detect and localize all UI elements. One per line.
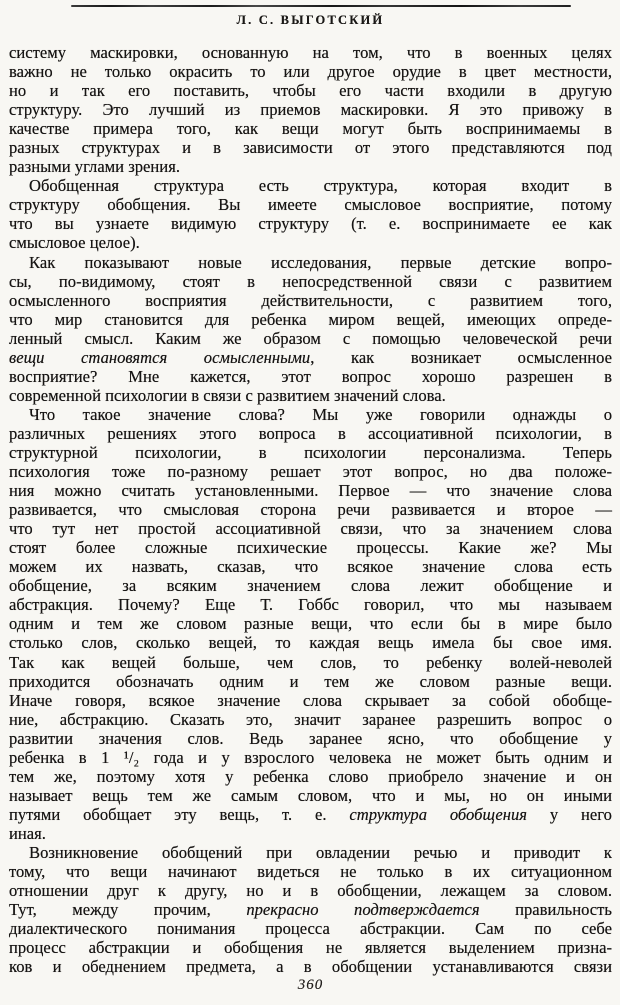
text-line: обобщение, за всяким значением слова лежит обобщение и (9, 576, 612, 596)
text-line: современной психологии в связи с развитием значений слова. (9, 385, 446, 405)
text-line: ков и обеднением предмета, а в обобщении устанавливаются связи (9, 957, 612, 977)
text-line: качестве примера того, как вещи могут быть воспринимаемы в (9, 119, 612, 139)
paragraph (9, 843, 612, 976)
text-line: разными углами зрения. (9, 157, 180, 177)
text-line: можем их назвать, сказав, что всякое значение слова есть (9, 557, 612, 577)
text-line: Возникновение обобщений при овладении речью и приводит к (29, 842, 612, 862)
text-segment: , как возникает осмысленное (310, 347, 612, 367)
text-line: приходится обозначать одним и тем же словом разные вещи. (9, 671, 612, 691)
paragraph (9, 176, 612, 252)
text-line: восприятие? Мне кажется, этот вопрос хорошо разрешен в (9, 366, 612, 386)
text-line: называет вещь тем же самым словом, что и мы, но он иными (9, 785, 612, 805)
paragraph (9, 43, 612, 176)
text-line: одним и тем же словом разные вещи, что если бы в мире было (9, 614, 612, 634)
header-rule (71, 5, 571, 7)
text-line (9, 805, 612, 824)
text-line: смысловое целое). (9, 233, 140, 253)
text-line: что вы узнаете видимую структуру (т. е. воспринимаете ее как (9, 214, 612, 234)
text-line: Что такое значение слова? Мы уже говорили однажды о (29, 404, 612, 424)
text-line: ние, абстракцию. Сказать это, значит заранее разрешить вопрос о (9, 709, 612, 729)
text-line: различных решениях этого вопроса в ассоциативной психологии, в (9, 423, 612, 443)
text-block (9, 43, 612, 976)
text-line: ребенка в 1 ¹/₂ года и у взрослого человека не может быть одним и (9, 747, 612, 767)
text-line: что тут нет простой ассоциативной связи, что за значением слова (9, 519, 612, 539)
text-line: важно не только окрасить то или другое орудие в цвет местности, (9, 62, 612, 82)
text-segment: правильность (479, 900, 612, 920)
text-line: разных структурах и в зависимости от этого представляются под (9, 138, 612, 158)
text-line: столько слов, сколько вещей, то каждая вещь имела бы свое имя. (9, 633, 612, 653)
text-line: что мир становится для ребенка миром вещей, имеющих опреде- (9, 309, 612, 329)
text-line: тем же, поэтому хотя у ребенка слово приобрело значение и он (9, 766, 612, 786)
text-line: Как показывают новые исследования, первые детские вопро- (29, 252, 612, 272)
text-line: диалектического понимания процесса абстракции. Сам по себе (9, 919, 612, 939)
page-number: 360 (297, 977, 324, 993)
text-line: систему маскировки, основанную на том, что в военных целях (9, 43, 612, 62)
running-head-author: Л. С. ВЫГОТСКИЙ (236, 13, 385, 27)
text-line: абстракция. Почему? Еще Т. Гоббс говорил, что мы называем (9, 595, 612, 615)
text-line: ния можно считать установленными. Первое — что значение слова (9, 481, 612, 501)
text-line: процесс абстракции и обобщения не является выделением призна- (9, 938, 612, 958)
text-line (9, 900, 612, 919)
emphasized-text: прекрасно подтверждается (246, 900, 480, 920)
text-segment: у него (527, 804, 612, 824)
paragraph (9, 405, 612, 843)
text-line: Обобщенная структура есть структура, которая входит в (29, 176, 612, 196)
text-line: структуру. Это лучший из приемов маскировки. Я это привожу в (9, 100, 612, 120)
text-line: стоят более сложные психические процессы. Какие же? Мы (9, 538, 612, 558)
text-line: отношении друг к другу, но и в обобщении, лежащем за словом. (9, 881, 612, 901)
emphasized-text: вещи становятся осмысленными (9, 347, 311, 367)
text-line: структуру обобщения. Вы имеете смысловое восприятие, потому (9, 195, 612, 215)
text-line: но и так его поставить, чтобы его части входили в другую (9, 81, 612, 101)
text-segment: Тут, между прочим, (9, 900, 247, 920)
text-segment: путями обобщает эту вещь, т. е. (9, 804, 350, 824)
text-line: Иначе говоря, всякое значение слова скрывает за собой обобще- (9, 690, 612, 710)
paragraph (9, 253, 612, 405)
text-line: структурной психологии, в психологии персонализма. Теперь (9, 442, 612, 462)
text-line: развитии значения слов. Ведь заранее ясно, что обобщение у (9, 728, 612, 748)
text-line: ленный смысл. Каким же образом с помощью человеческой речи (9, 328, 612, 348)
text-line: Так как вещей больше, чем слов, то ребенку волей-неволей (9, 652, 612, 672)
text-line: осмысленного восприятия действительности, с развитием того, (9, 290, 612, 310)
text-line: сы, по-видимому, стоят в непосредственной связи с развитием (9, 271, 612, 291)
text-line: развивается, что смысловая сторона речи развивается и второе — (9, 500, 612, 520)
emphasized-text: структура обобщения (349, 804, 528, 824)
text-line: психология тоже по-разному решает этот вопрос, но два положе- (9, 462, 612, 482)
text-line (9, 348, 612, 367)
text-line: иная. (9, 823, 46, 843)
text-line: тому, что вещи начинают видеться не только в их ситуационном (9, 862, 612, 882)
